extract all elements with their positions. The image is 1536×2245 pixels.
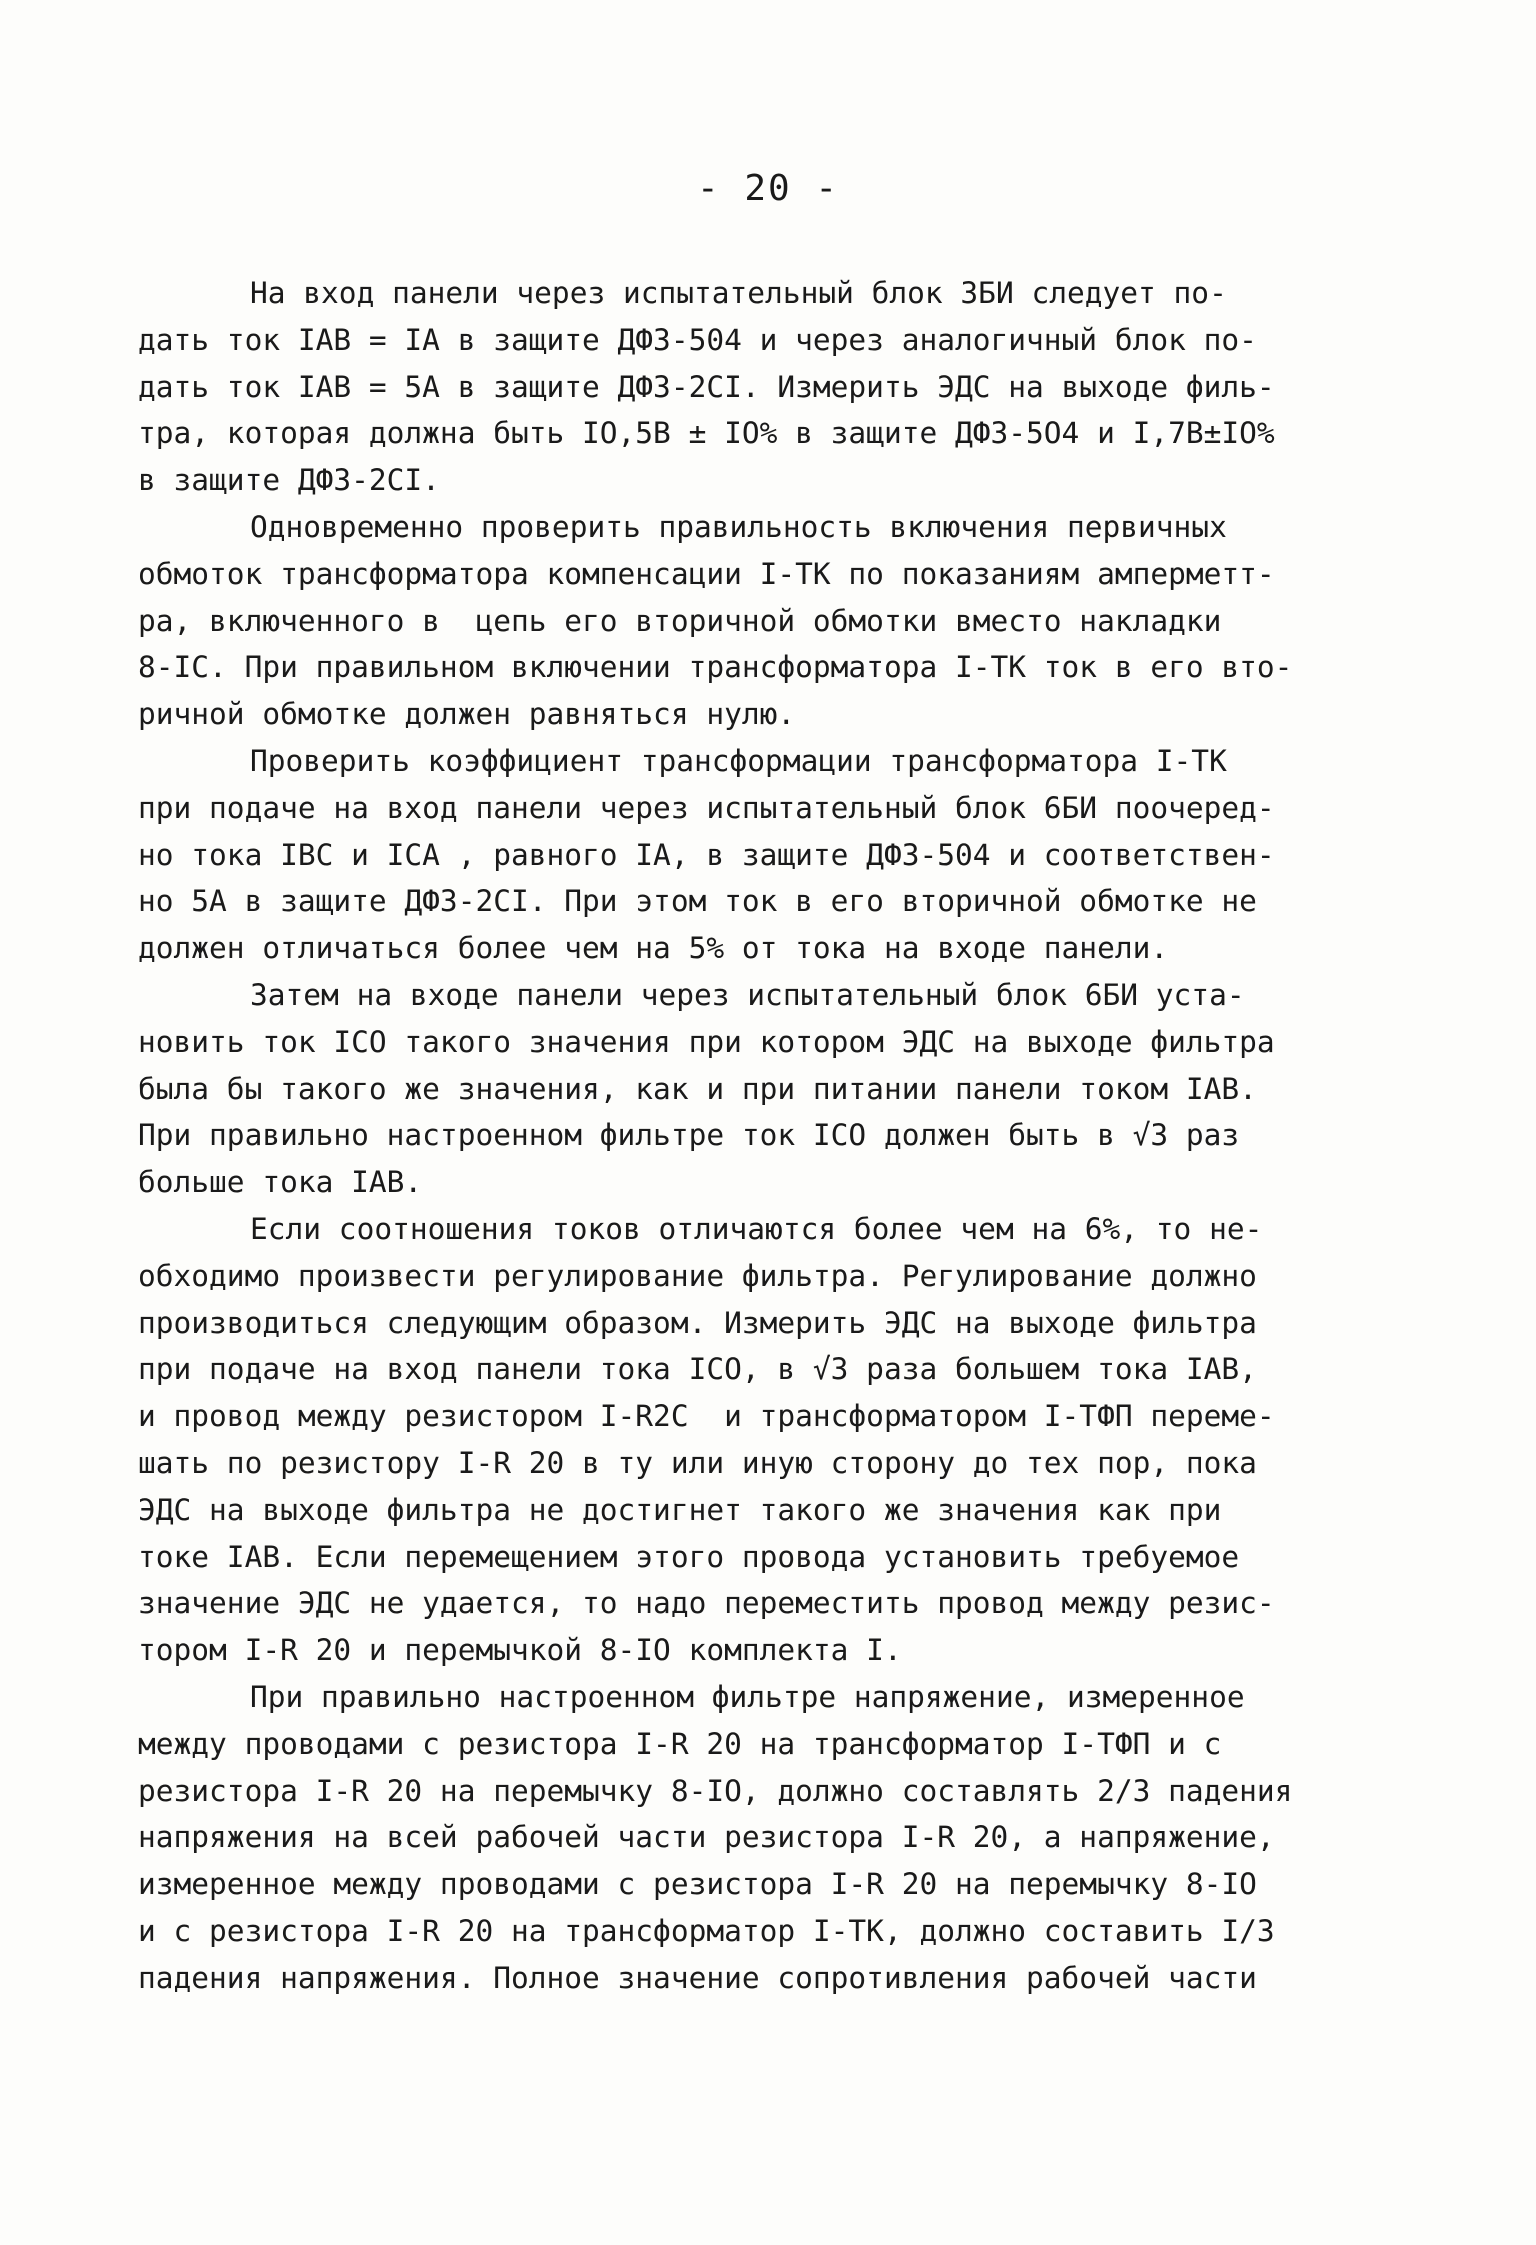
text-line: тором I-R 20 и перемычкой 8-IО комплекта I. (138, 1633, 902, 1668)
text-line: напряжения на всей рабочей части резистора I-R 20, а напряжение, (138, 1820, 1275, 1855)
text-line: обходимо произвести регулирование фильтра. Регулирование должно (138, 1258, 1257, 1293)
text-line: На вход панели через испытательный блок 3БИ следует по- (250, 276, 1227, 310)
text-line: ричной обмотке должен равняться нулю. (138, 697, 796, 732)
text-line: производиться следующим образом. Измерить ЭДС на выходе фильтра (138, 1305, 1257, 1340)
text-line: При правильно настроенном фильтре напряжение, измеренное (250, 1679, 1245, 1714)
text-line: тра, которая должна быть IО,5В ± IО% в защите ДФЗ-5О4 и I,7В±IО% (138, 416, 1275, 451)
text-line: новить ток IСО такого значения при котором ЭДС на выходе фильтра (138, 1024, 1275, 1059)
text-line: и с резистора I-R 20 на трансформатор I-ТК, должно составить I/3 (138, 1913, 1275, 1948)
text-line: и провод между резистором I-R2C и трансформатором I-ТФП переме- (138, 1399, 1275, 1434)
body-text (138, 270, 1418, 2001)
text-line: должен отличаться более чем на 5% от тока на входе панели. (138, 931, 1169, 966)
text-line: ра, включенного в цепь его вторичной обмотки вместо накладки (138, 603, 1222, 638)
text-line: Одновременно проверить правильность включения первичных (250, 509, 1227, 544)
text-line: измеренное между проводами с резистора I-R 20 на перемычку 8-IО (138, 1867, 1257, 1902)
text-line: токе IАВ. Если перемещением этого провода установить требуемое (138, 1539, 1240, 1574)
text-line: значение ЭДС не удается, то надо переместить провод между резис- (138, 1586, 1275, 1621)
text-line: Если соотношения токов отличаются более чем на 6%, то не- (250, 1211, 1263, 1246)
text-line: при подаче на вход панели через испытательный блок 6БИ поочеред- (138, 790, 1275, 825)
text-line: шать по резистору I-R 20 в ту или иную сторону до тех пор, пока (138, 1445, 1257, 1480)
text-line: больше тока IАВ. (138, 1165, 423, 1200)
text-line: падения напряжения. Полное значение сопротивления рабочей части (138, 1960, 1257, 1995)
text-line: между проводами с резистора I-R 20 на трансформатор I-ТФП и с (138, 1726, 1222, 1761)
text-line: при подаче на вход панели тока IСО, в √3 раза большем тока IАВ, (138, 1352, 1257, 1387)
text-line: При правильно настроенном фильтре ток IСО должен быть в √3 раз (138, 1118, 1240, 1153)
text-line: 8-IС. При правильном включении трансформатора I-ТК ток в его вто- (138, 650, 1293, 685)
text-line: ЭДС на выходе фильтра не достигнет такого же значения как при (138, 1492, 1222, 1527)
page-number: - 20 - (696, 168, 840, 209)
text-line: обмоток трансформатора компенсации I-ТК по показаниям амперметт- (138, 556, 1275, 591)
text-line: но 5А в защите ДФЗ-2СI. При этом ток в его вторичной обмотке не (138, 884, 1257, 919)
text-line: дать ток IАВ = 5А в защите ДФЗ-2СI. Измерить ЭДС на выходе филь- (138, 369, 1275, 404)
text-line: Затем на входе панели через испытательный блок 6БИ уста- (250, 977, 1245, 1012)
text-line: Проверить коэффициент трансформации трансформатора I-ТК (250, 743, 1227, 778)
text-line: была бы такого же значения, как и при питании панели током IАВ. (138, 1071, 1257, 1106)
text-line: дать ток IАВ = IА в защите ДФЗ-504 и через аналогичный блок по- (138, 322, 1257, 357)
text-line: резистора I-R 20 на перемычку 8-IО, должно составлять 2/3 падения (138, 1773, 1293, 1808)
text-line: в защите ДФЗ-2СI. (138, 463, 440, 498)
text-line: но тока IВС и IСА , равного IА, в защите ДФЗ-504 и соответствен- (138, 837, 1275, 872)
